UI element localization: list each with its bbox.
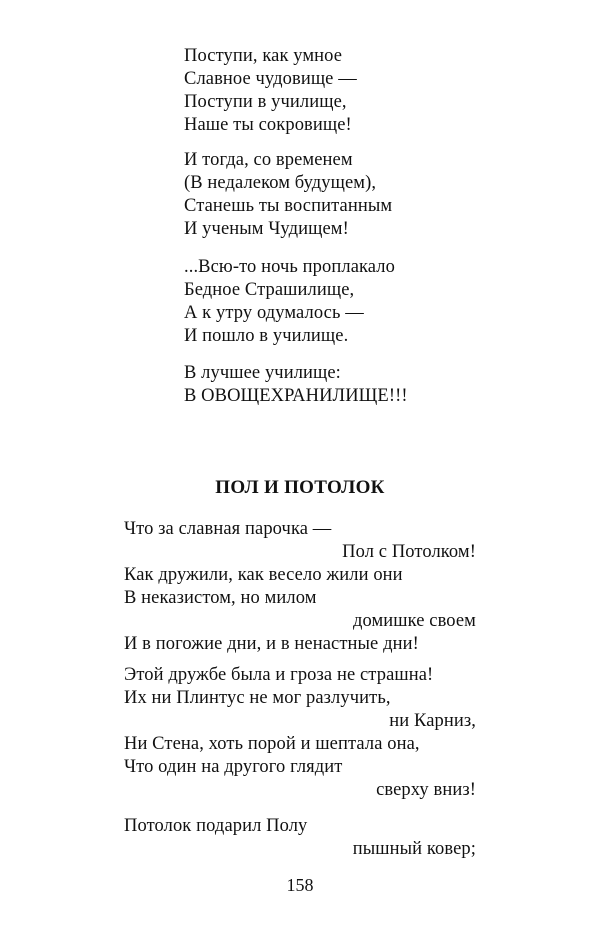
poem-line: ни Карниз, <box>389 711 476 731</box>
poem-line: ...Всю-то ночь проплакало <box>184 257 395 277</box>
poem-line: (В недалеком будущем), <box>184 173 377 193</box>
poem-line: В неказистом, но милом <box>124 588 317 608</box>
poem-line: И тогда, со временем <box>184 150 353 170</box>
poem-line: Пол с Потолком! <box>342 542 476 562</box>
poem-line: Как дружили, как весело жили они <box>124 565 403 585</box>
poem1-stanza-1 <box>184 45 357 137</box>
poem1-stanza-3 <box>184 256 395 348</box>
poem-line: А к утру одумалось — <box>184 303 364 323</box>
poem-line: Ни Стена, хоть порой и шептала она, <box>124 734 420 754</box>
poem-line: В ОВОЩЕХРАНИЛИЩЕ!!! <box>184 386 408 406</box>
poem-title: ПОЛ И ПОТОЛОК <box>215 477 385 498</box>
poem1-stanza-4 <box>184 362 408 408</box>
poem2-stanza-1 <box>124 518 476 656</box>
poem-line: сверху вниз! <box>376 780 476 800</box>
poem-line: И ученым Чудищем! <box>184 219 349 239</box>
poem2-stanza-3 <box>124 815 476 861</box>
poem-line: Поступи в училище, <box>184 92 347 112</box>
poem-line: Что за славная парочка — <box>124 519 332 539</box>
poem-line: пышный ковер; <box>352 839 476 859</box>
poem-line: И пошло в училище. <box>184 326 349 346</box>
poem-line: Потолок подарил Полу <box>124 816 308 836</box>
poem-line: Что один на другого глядит <box>124 757 343 777</box>
poem-line: Бедное Страшилище, <box>184 280 355 300</box>
poem-line: И в погожие дни, и в ненастные дни! <box>124 634 419 654</box>
poem-line: Их ни Плинтус не мог разлучить, <box>124 688 391 708</box>
page-number: 158 <box>286 875 314 895</box>
poem-line: Поступи, как умное <box>184 46 343 66</box>
poem1-stanza-2 <box>184 149 392 241</box>
poem-line: Наше ты сокровище! <box>184 115 352 135</box>
poem-line: Славное чудовище — <box>184 69 357 89</box>
poem-line: домишке своем <box>352 611 476 631</box>
poem-line: В лучшее училище: <box>184 363 341 383</box>
poem-line: Станешь ты воспитанным <box>184 196 393 216</box>
poem2-stanza-2 <box>124 664 476 802</box>
poem-line: Этой дружбе была и гроза не страшна! <box>124 665 434 685</box>
